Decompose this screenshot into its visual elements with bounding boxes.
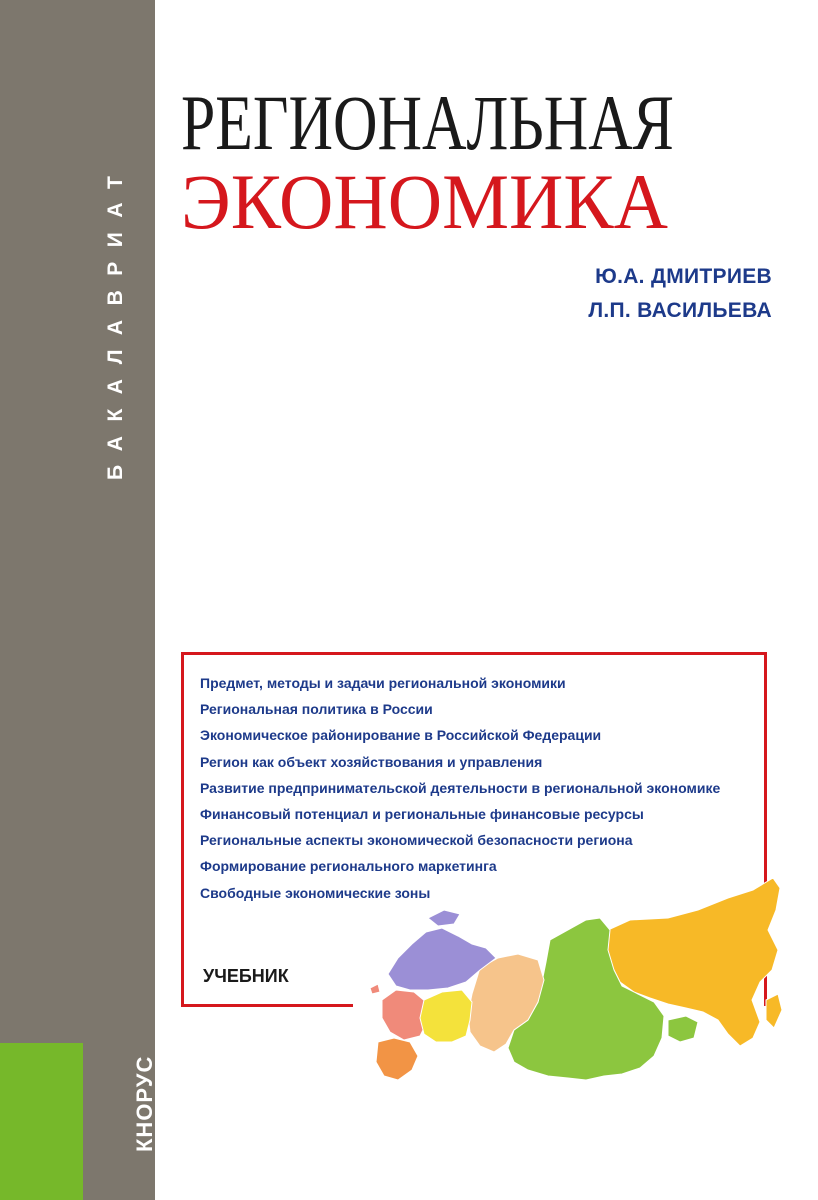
topic-item: Развитие предпринимательской деятельности в региональной экономике xyxy=(200,779,721,796)
topic-item: Региональные аспекты экономической безопасности региона xyxy=(200,832,633,849)
russia-map-illustration xyxy=(368,870,788,1100)
topic-item: Предмет, методы и задачи региональной экономики xyxy=(200,675,566,691)
contents-frame-bottom xyxy=(181,1004,353,1007)
authors xyxy=(588,260,772,328)
topic-item: Регион как объект хозяйствования и управления xyxy=(200,753,543,770)
red-enclave xyxy=(370,984,380,994)
topic-item: Финансовый потенциал и региональные финансовые ресурсы xyxy=(200,806,644,823)
topic-item: Региональная политика в России xyxy=(200,701,433,718)
yellow-region xyxy=(420,990,472,1042)
publisher-green-block xyxy=(0,1043,83,1200)
topic-item: Экономическое районирование в Российской Федерации xyxy=(200,727,602,744)
green-region xyxy=(668,1016,698,1042)
title-line-1: РЕГИОНАЛЬНАЯ xyxy=(181,79,674,166)
gold-island xyxy=(766,994,782,1028)
purple-island xyxy=(428,910,460,926)
publisher-logo-text: КНОРУС xyxy=(132,1055,157,1152)
topic-item: Формирование регионального маркетинга xyxy=(200,858,497,875)
author-2: Л.П. ВАСИЛЬЕВА xyxy=(588,299,772,322)
author-1: Ю.А. ДМИТРИЕВ xyxy=(595,265,772,288)
title-line-2: ЭКОНОМИКА xyxy=(181,158,668,245)
orange-region xyxy=(376,1038,418,1080)
book-type-label: УЧЕБНИК xyxy=(203,966,289,986)
topic-item: Свободные экономические зоны xyxy=(200,884,431,901)
spine xyxy=(0,0,155,1200)
series-label: БАКАЛАВРИАТ xyxy=(104,161,127,480)
